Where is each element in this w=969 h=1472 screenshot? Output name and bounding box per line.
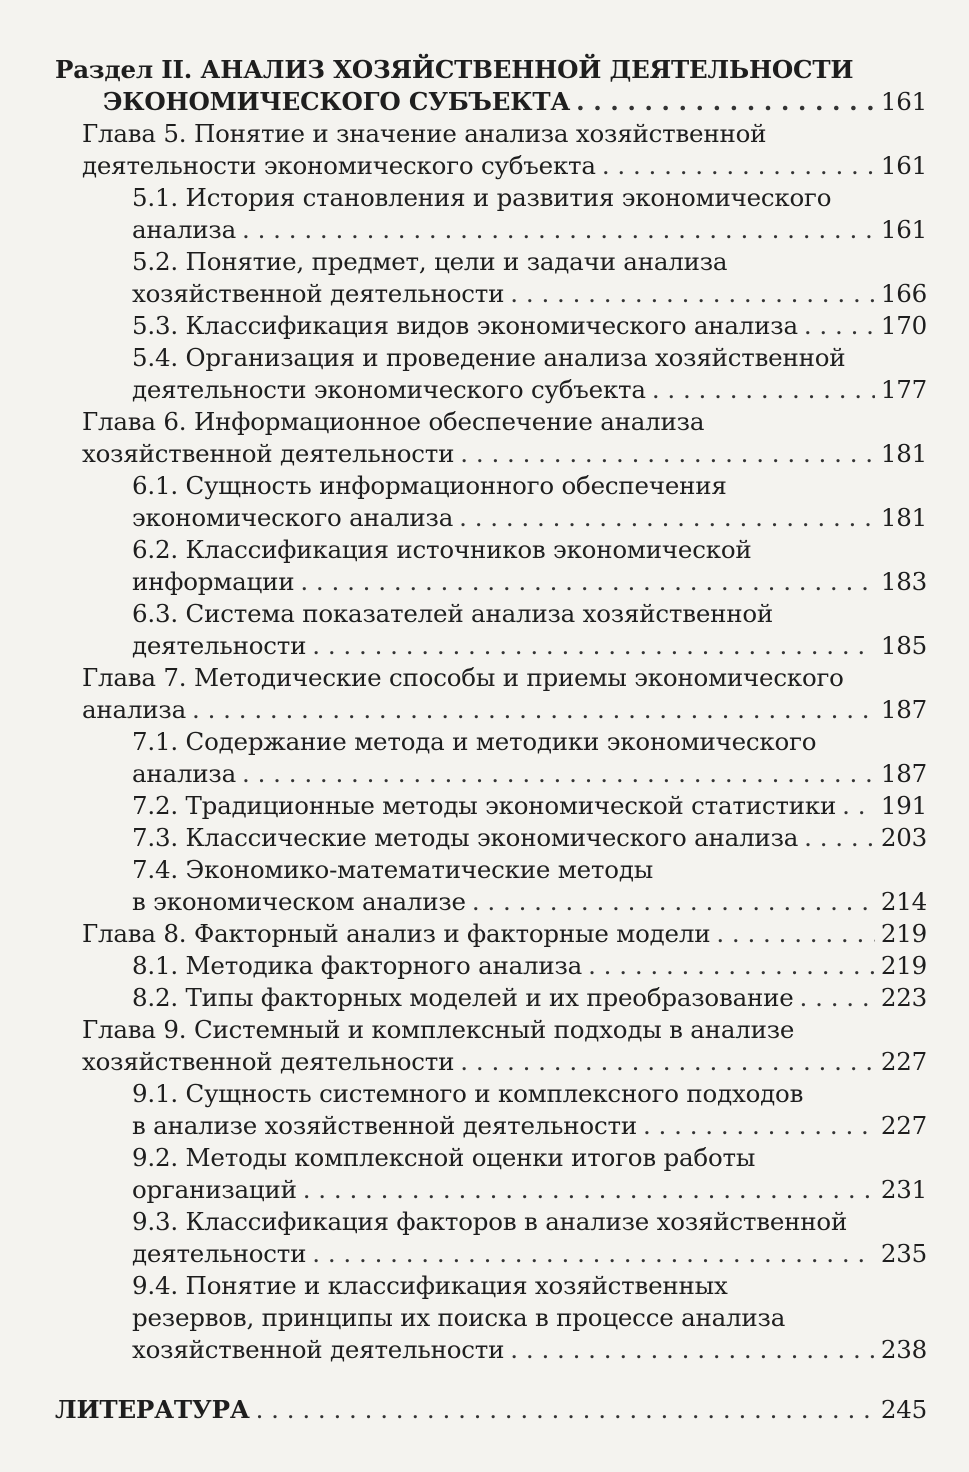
- toc-item-9-1: [0, 1078, 969, 1142]
- page-number: 181: [880, 439, 927, 468]
- page-number: 161: [880, 215, 927, 244]
- toc-line: [0, 86, 969, 118]
- leader-dots: [588, 950, 875, 982]
- toc-line: [0, 726, 969, 758]
- toc-text: Глава 5. Понятие и значение анализа хозяйственной: [82, 119, 767, 148]
- toc-text: 9.4. Понятие и классификация хозяйственных: [132, 1271, 728, 1300]
- page-number: 245: [880, 1395, 927, 1424]
- toc-item-9-3: [0, 1206, 969, 1270]
- toc-line: [0, 278, 969, 310]
- toc-item-5-4: [0, 342, 969, 406]
- page-number: 187: [880, 759, 927, 788]
- leader-dots: [602, 150, 875, 182]
- toc-line: [0, 534, 969, 566]
- toc-line: [0, 1238, 969, 1270]
- page-number: 231: [880, 1175, 927, 1204]
- toc-line: [0, 886, 969, 918]
- toc-line: [0, 982, 969, 1014]
- toc-text: деятельности: [132, 1239, 307, 1268]
- page-number: 166: [880, 279, 927, 308]
- toc-text: 5.2. Понятие, предмет, цели и задачи анализа: [132, 247, 728, 276]
- toc-chapter-7: [0, 662, 969, 726]
- leader-dots: [303, 1174, 875, 1206]
- toc-item-7-2: [0, 790, 969, 822]
- toc-line: [0, 1014, 969, 1046]
- leader-dots: [242, 758, 875, 790]
- table-of-contents: [0, 54, 969, 1426]
- page-number: 203: [880, 823, 927, 852]
- page-number: 235: [880, 1239, 927, 1268]
- toc-text: в экономическом анализе: [132, 887, 466, 916]
- toc-line: [0, 822, 969, 854]
- toc-item-6-2: [0, 534, 969, 598]
- leader-dots: [716, 918, 875, 950]
- toc-line: [0, 854, 969, 886]
- toc-text: 9.1. Сущность системного и комплексного подходов: [132, 1079, 804, 1108]
- toc-text: хозяйственной деятельности: [132, 279, 505, 308]
- toc-line: [0, 1302, 969, 1334]
- leader-dots: [300, 566, 874, 598]
- toc-item-5-2: [0, 246, 969, 310]
- leader-dots: [242, 214, 875, 246]
- toc-text: 7.4. Экономико-математические методы: [132, 855, 654, 884]
- toc-line: [0, 1046, 969, 1078]
- toc-text: информации: [132, 567, 295, 596]
- toc-text: Раздел II. АНАЛИЗ ХОЗЯЙСТВЕННОЙ ДЕЯТЕЛЬНОСТИ: [55, 55, 854, 84]
- toc-text: Глава 9. Системный и комплексный подходы в анализе: [82, 1015, 795, 1044]
- toc-line: [0, 918, 969, 950]
- page-number: 219: [880, 951, 927, 980]
- page-number: 187: [880, 695, 927, 724]
- toc-chapter-5: [0, 118, 969, 182]
- toc-item-6-1: [0, 470, 969, 534]
- leader-dots: [312, 1238, 875, 1270]
- toc-text: 5.1. История становления и развития экономического: [132, 183, 832, 212]
- toc-text: 6.3. Система показателей анализа хозяйственной: [132, 599, 774, 628]
- toc-chapter-9: [0, 1014, 969, 1078]
- toc-item-8-1: [0, 950, 969, 982]
- toc-item-5-1: [0, 182, 969, 246]
- toc-line: [0, 1110, 969, 1142]
- toc-line: [0, 502, 969, 534]
- page-number: 238: [880, 1335, 927, 1364]
- toc-line: [0, 566, 969, 598]
- leader-dots: [804, 310, 875, 342]
- leader-dots: [510, 278, 875, 310]
- toc-line: [0, 246, 969, 278]
- toc-text: 9.3. Классификация факторов в анализе хозяйственной: [132, 1207, 848, 1236]
- toc-line: [0, 1174, 969, 1206]
- toc-text: ЭКОНОМИЧЕСКОГО СУБЪЕКТА: [103, 87, 571, 116]
- toc-text: 5.3. Классификация видов экономического анализа: [132, 311, 798, 340]
- toc-text: анализа: [132, 215, 237, 244]
- toc-text: хозяйственной деятельности: [82, 439, 455, 468]
- toc-line: [0, 342, 969, 374]
- toc-line: [0, 694, 969, 726]
- toc-line: [0, 1142, 969, 1174]
- toc-text: 7.2. Традиционные методы экономической статистики: [132, 791, 837, 820]
- toc-text: деятельности экономического субъекта: [82, 151, 596, 180]
- toc-line: [0, 310, 969, 342]
- page-number: 161: [880, 151, 927, 180]
- page-number: 227: [880, 1047, 927, 1076]
- toc-line: [0, 1206, 969, 1238]
- toc-line: [0, 438, 969, 470]
- leader-dots: [460, 1046, 875, 1078]
- toc-text: 6.2. Классификация источников экономической: [132, 535, 752, 564]
- page-number: 170: [880, 311, 927, 340]
- page-number: 161: [880, 87, 927, 116]
- toc-item-9-2: [0, 1142, 969, 1206]
- toc-text: анализа: [132, 759, 237, 788]
- toc-item-7-3: [0, 822, 969, 854]
- toc-line: [0, 1334, 969, 1366]
- toc-line: [0, 630, 969, 662]
- toc-text: Глава 6. Информационное обеспечение анализа: [82, 407, 705, 436]
- toc-line: [0, 470, 969, 502]
- toc-text: в анализе хозяйственной деятельности: [132, 1111, 637, 1140]
- toc-item-7-4: [0, 854, 969, 918]
- leader-dots: [192, 694, 875, 726]
- toc-line: [0, 182, 969, 214]
- leader-dots: [643, 1110, 875, 1142]
- toc-line: [0, 214, 969, 246]
- leader-dots: [804, 822, 875, 854]
- toc-line: [0, 950, 969, 982]
- toc-text: ЛИТЕРАТУРА: [55, 1395, 250, 1424]
- page-number: 185: [880, 631, 927, 660]
- toc-text: 8.2. Типы факторных моделей и их преобразование: [132, 983, 794, 1012]
- page-number: 227: [880, 1111, 927, 1140]
- leader-dots: [460, 438, 875, 470]
- toc-line: [0, 598, 969, 630]
- toc-text: 9.2. Методы комплексной оценки итогов работы: [132, 1143, 756, 1172]
- toc-section-ii: [0, 54, 969, 118]
- toc-line: [0, 662, 969, 694]
- toc-text: 5.4. Организация и проведение анализа хозяйственной: [132, 343, 846, 372]
- page-number: 219: [880, 919, 927, 948]
- toc-text: Глава 8. Факторный анализ и факторные модели: [82, 919, 711, 948]
- toc-line: [0, 150, 969, 182]
- toc-line: [0, 1394, 969, 1426]
- toc-chapter-8: [0, 918, 969, 950]
- toc-text: экономического анализа: [132, 503, 454, 532]
- toc-text: организаций: [132, 1175, 297, 1204]
- toc-text: 8.1. Методика факторного анализа: [132, 951, 583, 980]
- toc-item-5-3: [0, 310, 969, 342]
- toc-line: [0, 1270, 969, 1302]
- toc-text: резервов, принципы их поиска в процессе анализа: [132, 1303, 786, 1332]
- toc-text: 7.3. Классические методы экономического анализа: [132, 823, 799, 852]
- page-number: 223: [880, 983, 927, 1012]
- leader-dots: [459, 502, 875, 534]
- leader-dots: [256, 1394, 875, 1426]
- toc-line: [0, 1078, 969, 1110]
- toc-item-6-3: [0, 598, 969, 662]
- toc-text: 7.1. Содержание метода и методики экономического: [132, 727, 817, 756]
- toc-text: деятельности: [132, 631, 307, 660]
- leader-dots: [472, 886, 875, 918]
- page-number: 214: [880, 887, 927, 916]
- toc-item-9-4: [0, 1270, 969, 1366]
- toc-item-8-2: [0, 982, 969, 1014]
- toc-text: 6.1. Сущность информационного обеспечения: [132, 471, 727, 500]
- page-number: 177: [880, 375, 927, 404]
- toc-literature: [0, 1394, 969, 1426]
- page-number: 191: [880, 791, 927, 820]
- toc-line: [0, 790, 969, 822]
- toc-text: анализа: [82, 695, 187, 724]
- leader-dots: [842, 790, 875, 822]
- page-number: 183: [880, 567, 927, 596]
- toc-text: хозяйственной деятельности: [132, 1335, 505, 1364]
- leader-dots: [510, 1334, 875, 1366]
- toc-line: [0, 758, 969, 790]
- leader-dots: [652, 374, 875, 406]
- leader-dots: [800, 982, 875, 1014]
- toc-text: Глава 7. Методические способы и приемы экономического: [82, 663, 844, 692]
- toc-text: хозяйственной деятельности: [82, 1047, 455, 1076]
- page-number: 181: [880, 503, 927, 532]
- toc-chapter-6: [0, 406, 969, 470]
- leader-dots: [312, 630, 875, 662]
- toc-line: [0, 406, 969, 438]
- toc-line: [0, 118, 969, 150]
- toc-line: [0, 54, 969, 86]
- toc-text: деятельности экономического субъекта: [132, 375, 646, 404]
- toc-line: [0, 374, 969, 406]
- leader-dots: [576, 86, 875, 118]
- toc-item-7-1: [0, 726, 969, 790]
